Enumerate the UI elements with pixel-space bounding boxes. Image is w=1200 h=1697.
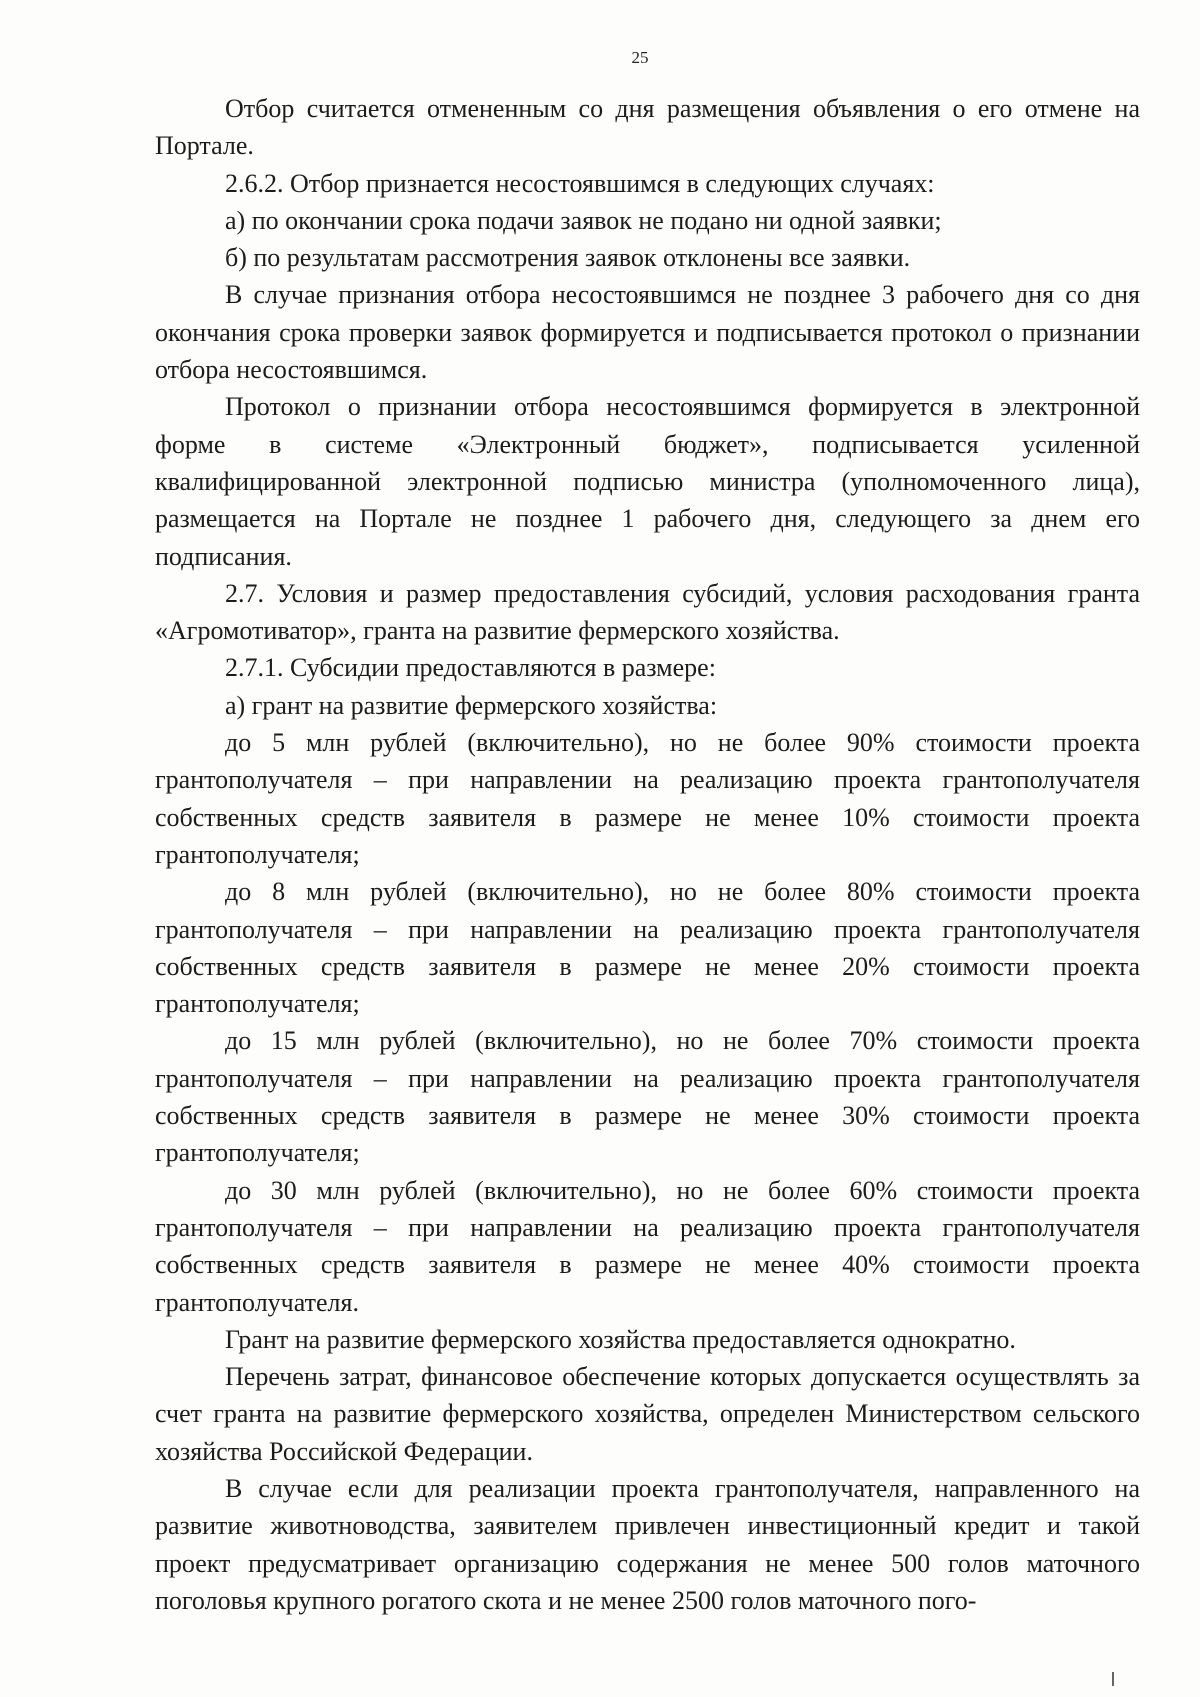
paragraph-livestock-credit: В случае если для реализации проекта грантополучателя, направленного на развитие животноводства, заявителем привлечен инвестиционный кредит и такой проект предусматривает организацию содержания не менее 500 голов маточного поголовья крупного рогатого скота и не менее 2500 голов маточного пого- bbox=[155, 1473, 1140, 1615]
paragraph-2-7-heading: 2.7. Условия и размер предоставления субсидий, условия расходования гранта «Агромотиватор», гранта на развитие фермерского хозяйства. bbox=[155, 578, 1140, 646]
paragraph-item-a-no-applications: а) по окончании срока подачи заявок не подано ни одной заявки; bbox=[225, 205, 942, 235]
paragraph-tier-8-mln: до 8 млн рублей (включительно), но не более 80% стоимости проекта грантополучателя – при направлении на реализацию проекта грантополучателя собственных средств заявителя в размере не менее 20% стоимости проекта грантополучателя; bbox=[155, 877, 1140, 1019]
paragraph-2-7-1: 2.7.1. Субсидии предоставляются в размере: bbox=[225, 653, 716, 683]
paragraph-cost-list: Перечень затрат, финансовое обеспечение которых допускается осуществлять за счет гранта на развитие фермерского хозяйства, определен Министерством сельского хозяйства Российской Федерации. bbox=[155, 1362, 1140, 1466]
paragraph-2-6-2: 2.6.2. Отбор признается несостоявшимся в следующих случаях: bbox=[225, 168, 935, 198]
paragraph-selection-cancelled: Отбор считается отмененным со дня размещения объявления о его отмене на Портале. bbox=[155, 94, 1140, 161]
paragraph-protocol-electronic-budget: Протокол о признании отбора несостоявшимся формируется в электронной форме в системе «Электронный бюджет», подписывается усиленной квалифицированной электронной подписью министра (уполномоченного лица), размещается на Портале не позднее 1 рабочего дня, следующего за днем его подписания. bbox=[155, 392, 1140, 571]
paragraph-tier-5-mln: до 5 млн рублей (включительно), но не более 90% стоимости проекта грантополучателя – при направлении на реализацию проекта грантополучателя собственных средств заявителя в размере не менее 10% стоимости проекта грантополучателя; bbox=[155, 728, 1140, 869]
paragraph-protocol-deadline: В случае признания отбора несостоявшимся не позднее 3 рабочего дня со дня окончания срока проверки заявок формируется и подписывается протокол о признании отбора несостоявшимся. bbox=[155, 280, 1140, 385]
paragraph-item-a-farm-grant: а) грант на развитие фермерского хозяйства: bbox=[225, 690, 718, 720]
paragraph-tier-30-mln: до 30 млн рублей (включительно), но не более 60% стоимости проекта грантополучателя – при направлении на реализацию проекта грантополучателя собственных средств заявителя в размере не менее 40% стоимости проекта грантополучателя. bbox=[155, 1175, 1140, 1317]
document-body bbox=[155, 90, 1140, 1619]
paragraph-item-b-all-rejected: б) по результатам рассмотрения заявок отклонены все заявки. bbox=[225, 243, 911, 273]
paragraph-tier-15-mln: до 15 млн рублей (включительно), но не более 70% стоимости проекта грантополучателя – при направлении на реализацию проекта грантополучателя собственных средств заявителя в размере не менее 30% стоимости проекта грантополучателя; bbox=[155, 1026, 1140, 1168]
paragraph-grant-once: Грант на развитие фермерского хозяйства предоставляется однократно. bbox=[225, 1324, 1016, 1354]
page-number: 25 bbox=[631, 48, 649, 67]
scan-artifact-mark bbox=[1112, 1672, 1114, 1686]
